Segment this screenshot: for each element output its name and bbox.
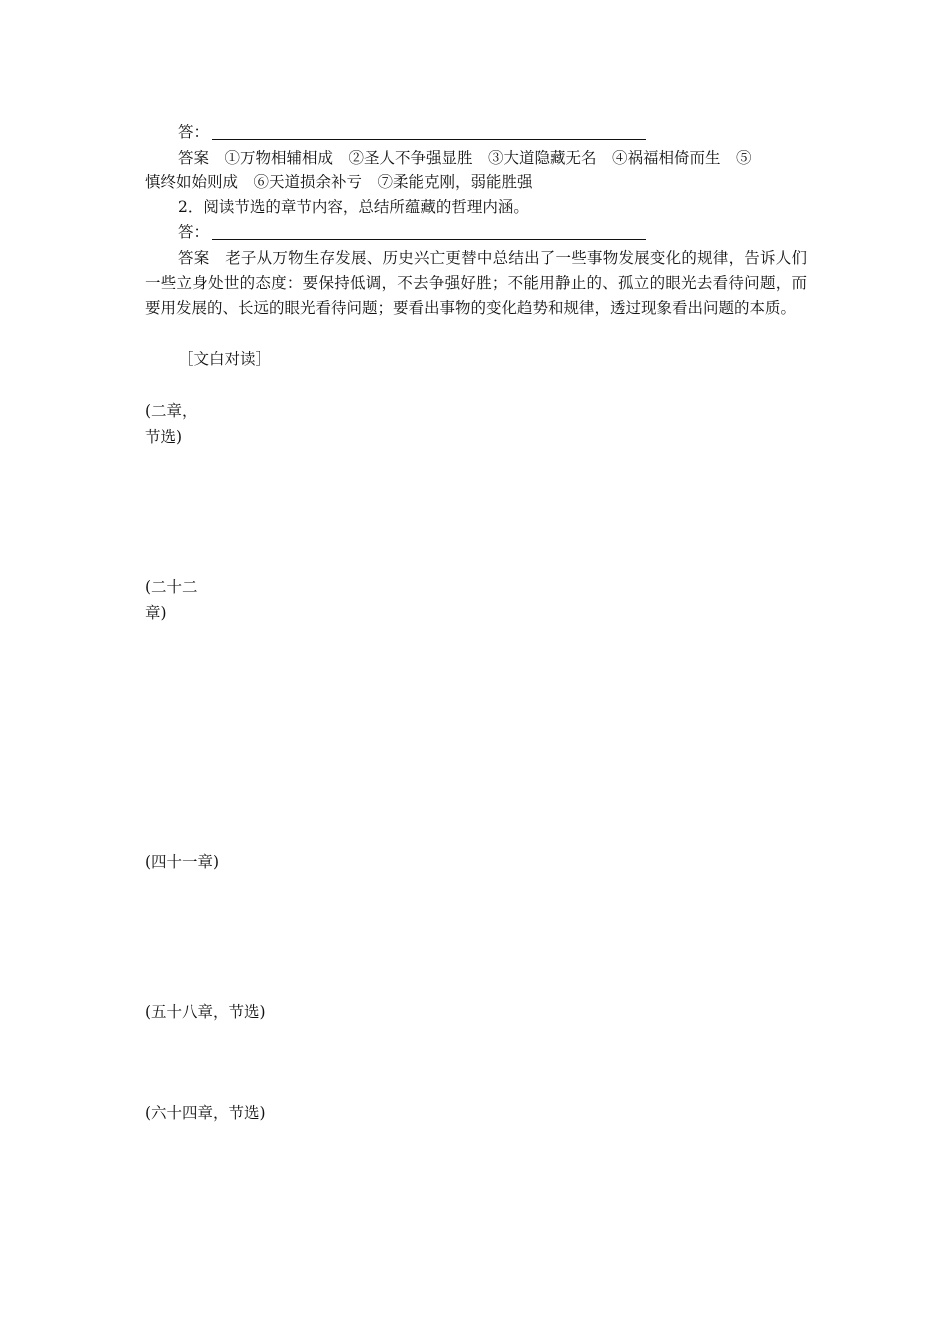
- answer-key-q1-line1: 答案 ①万物相辅相成 ②圣人不争强显胜 ③大道隐藏无名 ④祸福相倚而生 ⑤: [178, 149, 752, 167]
- answer-blank-line-q1: [212, 139, 646, 140]
- answer-prefix-q1: 答：: [178, 123, 210, 141]
- chapter-label-64: (六十四章，节选): [145, 1104, 266, 1122]
- chapter-label-41: (四十一章): [145, 853, 220, 871]
- chapter-label-22: [145, 574, 198, 626]
- answer-key-q1-line2: 慎终如始则成 ⑥天道损余补亏 ⑦柔能克刚，弱能胜强: [145, 173, 533, 191]
- chapter-label-58: (五十八章，节选): [145, 1003, 266, 1021]
- section-heading: ［文白对读］: [178, 350, 272, 368]
- chapter-label-22-line2: 章): [145, 604, 167, 622]
- answer-key-q2: 答案 老子从万物生存发展、历史兴亡更替中总结出了一些事物发展变化的规律，告诉人们一些立身处世的态度：要保持低调，不去争强好胜；不能用静止的、孤立的眼光去看待问题，而要用发展的、长远的眼光看待问题；要看出事物的变化趋势和规律，透过现象看出问题的本质。: [145, 249, 807, 317]
- answer-prefix-q2: 答：: [178, 223, 210, 241]
- chapter-label-22-line1: (二十二: [145, 578, 198, 596]
- chapter-label-2-line1: (二章，: [145, 402, 198, 420]
- question-2: 2．阅读节选的章节内容，总结所蕴藏的哲理内涵。: [178, 198, 529, 216]
- chapter-label-2-line2: 节选): [145, 428, 183, 446]
- chapter-label-2: [145, 398, 198, 450]
- answer-blank-line-q2: [212, 239, 646, 240]
